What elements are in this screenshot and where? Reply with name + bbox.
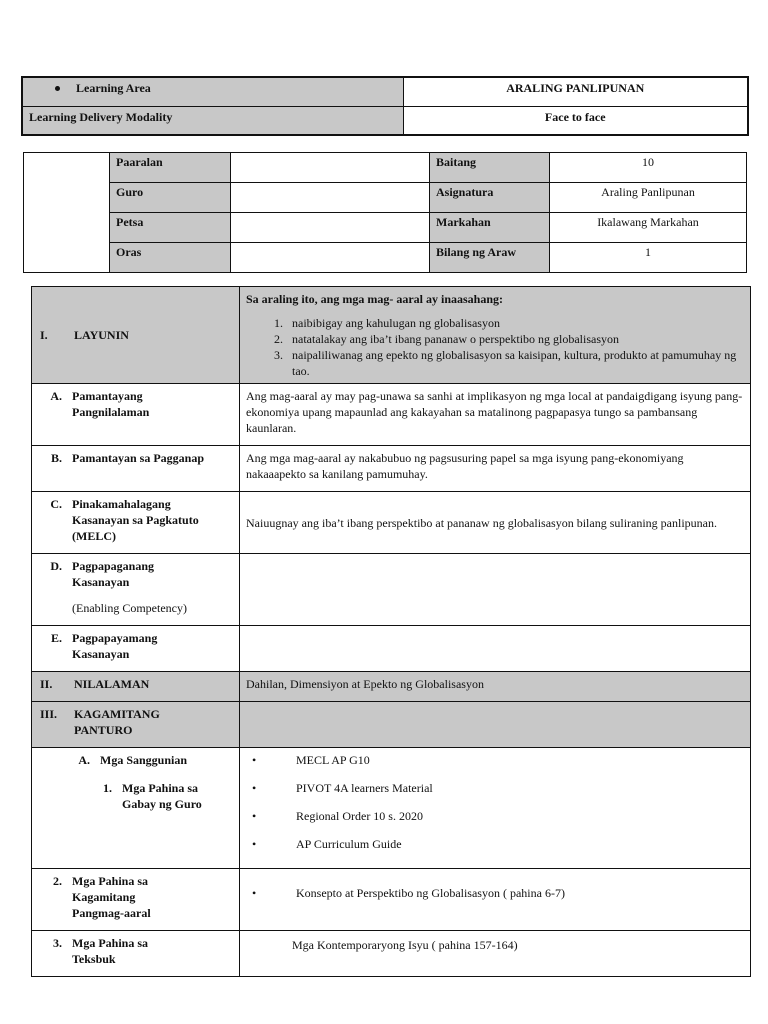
table-row <box>32 702 751 748</box>
lesson-plan-table <box>31 286 751 977</box>
date-label: Petsa <box>110 213 231 243</box>
days-value: 1 <box>550 243 747 273</box>
school-value <box>231 153 430 183</box>
grade-label: Baitang <box>430 153 550 183</box>
magaaral-resources <box>240 869 751 931</box>
sanggunian-label: A. Mga Sanggunian 1. Mga Pahina sa Gabay ng Guro <box>32 748 240 869</box>
enabling-competency-note: (Enabling Competency) <box>72 601 187 615</box>
pamantayang-pangnilalaman-label: A. Pamantayang Pangnilalaman <box>32 384 240 446</box>
enabling-competency-label: D. Pagpapaganang Kasanayan (Enabling Competency) <box>32 554 240 626</box>
info-blank-cell <box>24 153 110 273</box>
date-value <box>231 213 430 243</box>
quarter-value: Ikalawang Markahan <box>550 213 747 243</box>
table-row <box>32 869 751 931</box>
table-row <box>32 626 751 672</box>
magaaral-resources-list <box>246 885 744 901</box>
learning-area-label-cell <box>22 77 403 106</box>
teksbuk-label: 3. Mga Pahina sa Teksbuk <box>32 931 240 977</box>
bullet-icon: • <box>252 809 257 823</box>
table-row <box>32 287 751 384</box>
list-item: 3. naipaliliwanag ang epekto ng globalisasyon sa kaisipan, kultura, produkto at pamumuhay ng tao. <box>286 347 744 379</box>
teacher-value <box>231 183 430 213</box>
list-item: • Konsepto at Perspektibo ng Globalisasyon ( pahina 6-7) <box>252 886 565 900</box>
list-item: 1. naibibigay ang kahulugan ng globalisasyon <box>286 315 744 331</box>
pamantayang-pangnilalaman-value: Ang mag-aaral ay may pag-unawa sa sanhi at implikasyon ng mga local at pandaigdigang isyung pang-ekonomiya upang mapaunlad ang kakayahan sa matalinong pagpapasya tungo sa pambansang kaunlaran. <box>240 384 751 446</box>
quarter-label: Markahan <box>430 213 550 243</box>
teacher-label: Guro <box>110 183 231 213</box>
pagpapayamang-kasanayan-label: E. Pagpapayamang Kasanayan <box>32 626 240 672</box>
table-row <box>32 492 751 554</box>
kagamitan-value <box>240 702 751 748</box>
bullet-icon: • <box>252 753 257 767</box>
table-row <box>32 748 751 869</box>
table-row <box>32 672 751 702</box>
pamantayan-pagganap-label: B. Pamantayan sa Pagganap <box>32 446 240 492</box>
table-row <box>32 931 751 977</box>
table-row <box>32 384 751 446</box>
list-item: • PIVOT 4A learners Material <box>252 781 433 795</box>
kagamitan-heading: III. KAGAMITANG PANTURO <box>32 702 240 748</box>
guro-resources <box>240 748 751 869</box>
days-label: Bilang ng Araw <box>430 243 550 273</box>
time-label: Oras <box>110 243 231 273</box>
info-table <box>23 152 747 273</box>
modality-value: Face to face <box>403 106 748 135</box>
header-table <box>21 76 749 136</box>
table-row <box>32 446 751 492</box>
learning-area-label: Learning Area <box>76 81 151 95</box>
bullet-icon: • <box>252 837 257 851</box>
enabling-competency-value <box>240 554 751 626</box>
list-item: • Regional Order 10 s. 2020 <box>252 809 423 823</box>
learning-area-value: ARALING PANLIPUNAN <box>403 77 748 106</box>
list-item: 2. natatalakay ang iba’t ibang pananaw o perspektibo ng globalisasyon <box>286 331 744 347</box>
list-item: • MECL AP G10 <box>252 753 370 767</box>
layunin-content <box>240 287 751 384</box>
nilalaman-value: Dahilan, Dimensiyon at Epekto ng Globalisasyon <box>240 672 751 702</box>
school-label: Paaralan <box>110 153 231 183</box>
magaaral-label: 2. Mga Pahina sa Kagamitang Pangmag-aaral <box>32 869 240 931</box>
grade-value: 10 <box>550 153 747 183</box>
objectives-list <box>246 315 744 379</box>
list-item: • AP Curriculum Guide <box>252 837 402 851</box>
subject-label: Asignatura <box>430 183 550 213</box>
modality-label: Learning Delivery Modality <box>22 106 403 135</box>
guro-resources-list <box>246 752 744 852</box>
melc-label: C. Pinakamahalagang Kasanayan sa Pagkatuto (MELC) <box>32 492 240 554</box>
layunin-intro: Sa araling ito, ang mga mag- aaral ay inaasahang: <box>246 292 504 306</box>
subject-value: Araling Panlipunan <box>550 183 747 213</box>
bullet-icon: • <box>252 781 257 795</box>
nilalaman-heading: II. NILALAMAN <box>32 672 240 702</box>
teksbuk-value: Mga Kontemporaryong Isyu ( pahina 157-164) <box>240 931 751 977</box>
table-row <box>32 554 751 626</box>
time-value <box>231 243 430 273</box>
pagpapayamang-kasanayan-value <box>240 626 751 672</box>
bullet-icon <box>55 86 60 91</box>
pamantayan-pagganap-value: Ang mga mag-aaral ay nakabubuo ng pagsusuring papel sa mga isyung pang-ekonomiyang nakaaapekto sa kanilang pamumuhay. <box>240 446 751 492</box>
melc-value: Naiuugnay ang iba’t ibang perspektibo at pananaw ng globalisasyon bilang suliraning panlipunan. <box>240 492 751 554</box>
layunin-heading: I. LAYUNIN <box>32 287 240 384</box>
bullet-icon: • <box>252 886 257 900</box>
